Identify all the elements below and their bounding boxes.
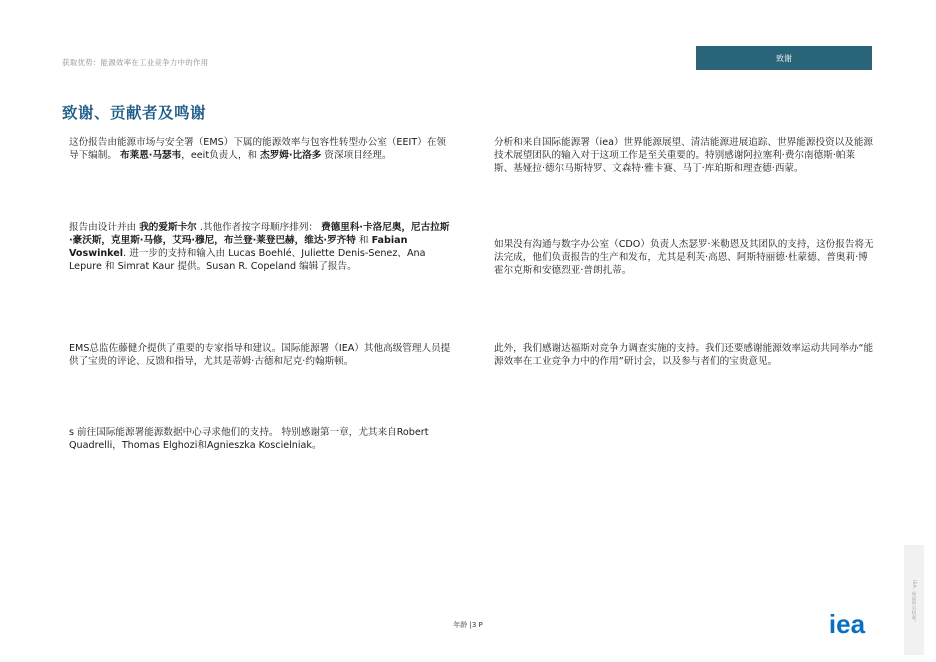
right-paragraph-1: 分析和来自国际能源署（iea）世界能源展望、清洁能源进展追踪、世界能源投资以及能源技术展望团队的输入对于这项工作是至关重要的。特别感谢阿拉塞利·费尔南德斯·帕莱斯、基娅拉·德尔马斯特罗、文森特·雅卡赛、马丁·库珀斯和理查德·西蒙。: [494, 137, 874, 174]
bold-name: 我的爱斯卡尔: [139, 222, 197, 233]
report-subtitle: 获取优势：能源效率在工业竞争力中的作用: [62, 58, 209, 67]
bold-name: Fabian Voswinkel: [69, 235, 408, 259]
iea-logo: [820, 612, 874, 636]
left-paragraph-2: [69, 221, 453, 273]
section-tab[interactable]: 致谢: [696, 46, 872, 70]
text-run: .其他作者按字母顺序排列：: [196, 222, 322, 233]
text-run: . 进一步的支持和输入由 Lucas Boehlé、Juliette Denis-Senez、Ana Lepure 和 Simrat Kaur 提供。Susan R. Copeland 编辑了报告。: [69, 248, 426, 272]
page-number: 年龄 |3 P: [453, 621, 483, 629]
right-paragraph-2: 如果没有沟通与数字办公室（CDO）负责人杰瑟罗·米勒恩及其团队的支持，这份报告将无法完成，他们负责报告的生产和发布，尤其是利芙·高恩、阿斯特丽德·杜蒙德、普奥莉·博霍尔克斯和安德烈亚·普朗扎蒂。: [494, 239, 874, 276]
copyright-note: IEA. 保留所有权利。: [911, 580, 916, 626]
text-run: 资深项目经理。: [321, 150, 392, 161]
right-paragraph-3: 此外，我们感谢达福斯对竞争力调查实施的支持。我们还要感谢能源效率运动共同举办“能源效率在工业竞争力中的作用”研讨会，以及参与者们的宝贵意见。: [494, 343, 874, 367]
bold-name: 杰罗姆·比洛多: [260, 150, 322, 161]
text-run: 和: [355, 235, 372, 246]
text-run: 这份报告由能源市场与安全署（EMS）下属的能源效率与包容性转型办公室（EEIT）在领导下编制。: [69, 137, 447, 161]
text-run: ，eeit负责人，和: [181, 150, 261, 161]
page-title: 致谢、贡献者及鸣谢: [62, 104, 207, 122]
left-paragraph-3: EMS总监佐藤健介提供了重要的专家指导和建议。国际能源署（IEA）其他高级管理人员提供了宝贵的评论、反馈和指导，尤其是蒂姆·古德和尼克·约翰斯顿。: [69, 343, 451, 367]
logo-text: iea: [828, 612, 866, 636]
left-paragraph-4: s 前往国际能源署能源数据中心寻求他们的支持。 特别感谢第一章，尤其来自Robert Quadrelli，Thomas Elghozi和Agnieszka Koscielniak。: [69, 427, 429, 451]
left-paragraph-1: [69, 136, 453, 162]
bold-name: 费德里科·卡洛尼奥，尼古拉斯·豪沃斯，克里斯·马修，艾玛·穆尼，布兰登·莱登巴赫，维达·罗齐特: [69, 222, 450, 246]
text-run: 报告由设计并由: [69, 222, 140, 233]
iea-logo-icon: [820, 612, 874, 636]
bold-name: 布莱恩·马瑟韦: [120, 150, 182, 161]
